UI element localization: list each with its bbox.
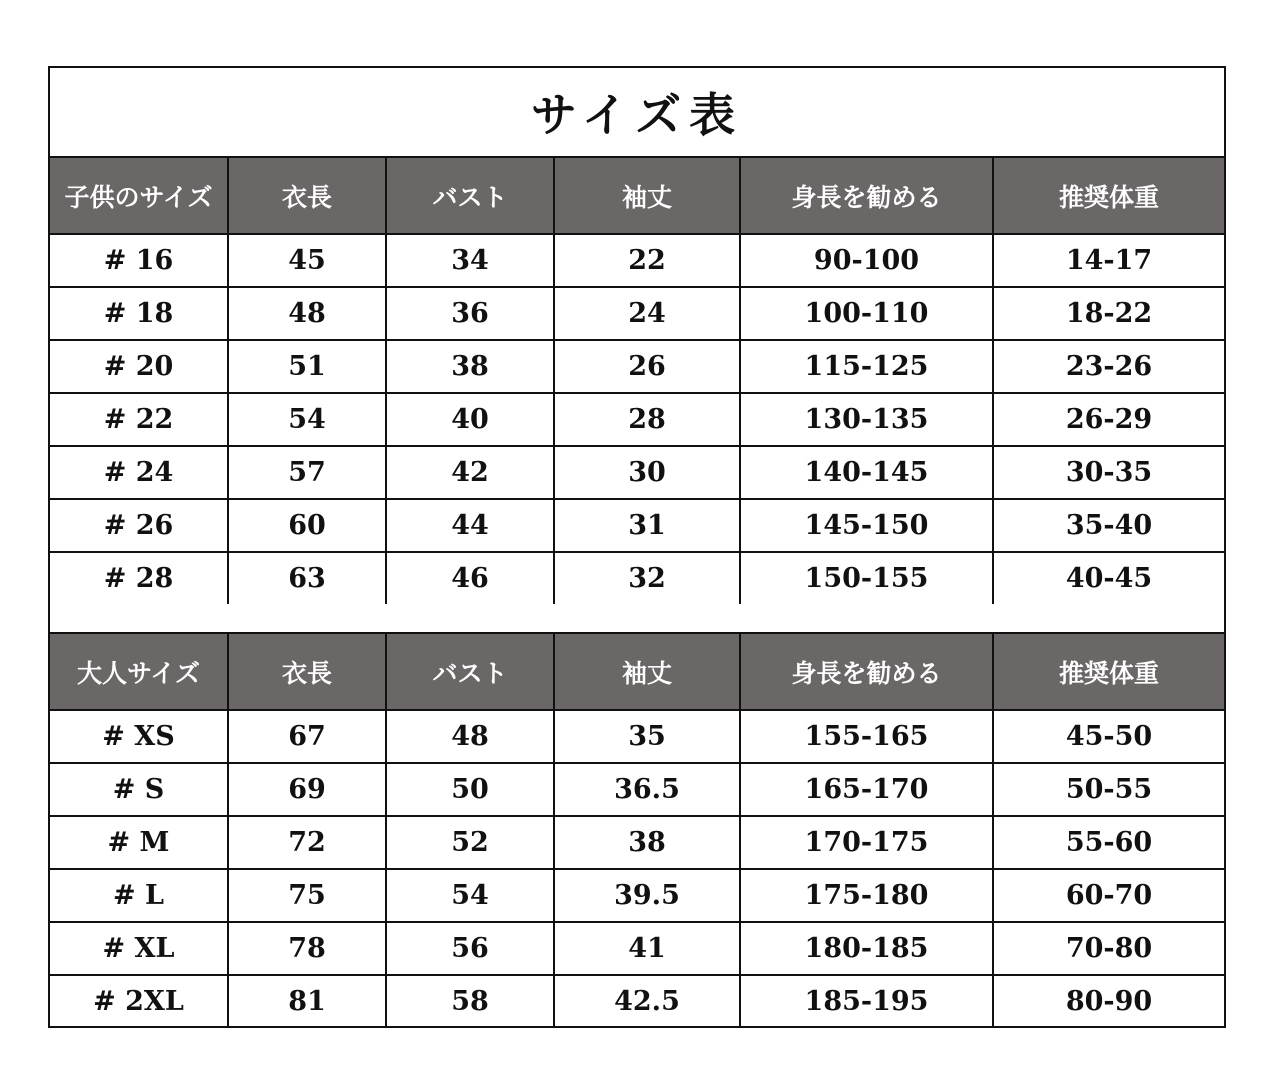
kids-size-header: 子供のサイズ <box>50 158 228 234</box>
bust-cell: 48 <box>386 710 554 763</box>
table-row <box>50 922 1224 975</box>
adults-size-header: 大人サイズ <box>50 634 228 710</box>
table-row <box>50 446 1224 499</box>
table-row <box>50 340 1224 393</box>
bust-cell: 46 <box>386 552 554 604</box>
bust-cell: 56 <box>386 922 554 975</box>
table-row <box>50 499 1224 552</box>
length-cell: 81 <box>228 975 386 1027</box>
sleeve-cell: 42.5 <box>554 975 740 1027</box>
sleeve-cell: 35 <box>554 710 740 763</box>
column-header-length: 衣長 <box>228 158 386 234</box>
bust-cell: 58 <box>386 975 554 1027</box>
sleeve-cell: 28 <box>554 393 740 446</box>
height-cell: 185-195 <box>740 975 993 1027</box>
bust-cell: 38 <box>386 340 554 393</box>
weight-cell: 18-22 <box>993 287 1224 340</box>
table-row <box>50 869 1224 922</box>
bust-cell: 42 <box>386 446 554 499</box>
length-cell: 69 <box>228 763 386 816</box>
length-cell: 78 <box>228 922 386 975</box>
weight-cell: 45-50 <box>993 710 1224 763</box>
size-cell: # 24 <box>50 446 228 499</box>
height-cell: 170-175 <box>740 816 993 869</box>
sleeve-cell: 38 <box>554 816 740 869</box>
table-row <box>50 393 1224 446</box>
table-row <box>50 552 1224 604</box>
height-cell: 115-125 <box>740 340 993 393</box>
bust-cell: 34 <box>386 234 554 287</box>
size-cell: # 28 <box>50 552 228 604</box>
sleeve-cell: 31 <box>554 499 740 552</box>
column-header-height: 身長を勧める <box>740 158 993 234</box>
height-cell: 150-155 <box>740 552 993 604</box>
kids-header-row <box>50 158 1224 234</box>
bust-cell: 54 <box>386 869 554 922</box>
table-row <box>50 710 1224 763</box>
bust-cell: 50 <box>386 763 554 816</box>
sleeve-cell: 41 <box>554 922 740 975</box>
weight-cell: 50-55 <box>993 763 1224 816</box>
height-cell: 90-100 <box>740 234 993 287</box>
size-cell: # XL <box>50 922 228 975</box>
adults-table-body <box>50 710 1224 1027</box>
weight-cell: 70-80 <box>993 922 1224 975</box>
length-cell: 48 <box>228 287 386 340</box>
column-header-length: 衣長 <box>228 634 386 710</box>
sleeve-cell: 26 <box>554 340 740 393</box>
weight-cell: 60-70 <box>993 869 1224 922</box>
bust-cell: 36 <box>386 287 554 340</box>
sleeve-cell: 24 <box>554 287 740 340</box>
height-cell: 130-135 <box>740 393 993 446</box>
column-header-height: 身長を勧める <box>740 634 993 710</box>
length-cell: 72 <box>228 816 386 869</box>
height-cell: 165-170 <box>740 763 993 816</box>
size-cell: # 22 <box>50 393 228 446</box>
sleeve-cell: 36.5 <box>554 763 740 816</box>
table-row <box>50 763 1224 816</box>
table-row <box>50 816 1224 869</box>
column-header-bust: バスト <box>386 158 554 234</box>
height-cell: 140-145 <box>740 446 993 499</box>
table-row <box>50 975 1224 1027</box>
size-cell: # 18 <box>50 287 228 340</box>
column-header-weight: 推奨体重 <box>993 634 1224 710</box>
column-header-sleeve: 袖丈 <box>554 158 740 234</box>
table-separator <box>50 604 1224 634</box>
kids-table-body <box>50 234 1224 604</box>
length-cell: 75 <box>228 869 386 922</box>
size-cell: # 16 <box>50 234 228 287</box>
weight-cell: 80-90 <box>993 975 1224 1027</box>
length-cell: 54 <box>228 393 386 446</box>
height-cell: 180-185 <box>740 922 993 975</box>
table-row <box>50 234 1224 287</box>
length-cell: 60 <box>228 499 386 552</box>
height-cell: 175-180 <box>740 869 993 922</box>
length-cell: 45 <box>228 234 386 287</box>
adults-header-row <box>50 634 1224 710</box>
bust-cell: 40 <box>386 393 554 446</box>
length-cell: 51 <box>228 340 386 393</box>
weight-cell: 55-60 <box>993 816 1224 869</box>
size-cell: # L <box>50 869 228 922</box>
chart-title: サイズ表 <box>530 88 744 142</box>
height-cell: 145-150 <box>740 499 993 552</box>
size-cell: # XS <box>50 710 228 763</box>
title-row <box>50 68 1224 158</box>
weight-cell: 26-29 <box>993 393 1224 446</box>
kids-size-table <box>50 158 1224 604</box>
bust-cell: 44 <box>386 499 554 552</box>
height-cell: 155-165 <box>740 710 993 763</box>
weight-cell: 40-45 <box>993 552 1224 604</box>
bust-cell: 52 <box>386 816 554 869</box>
weight-cell: 23-26 <box>993 340 1224 393</box>
column-header-sleeve: 袖丈 <box>554 634 740 710</box>
height-cell: 100-110 <box>740 287 993 340</box>
size-cell: # 20 <box>50 340 228 393</box>
sleeve-cell: 32 <box>554 552 740 604</box>
weight-cell: 35-40 <box>993 499 1224 552</box>
length-cell: 67 <box>228 710 386 763</box>
table-row <box>50 287 1224 340</box>
length-cell: 57 <box>228 446 386 499</box>
size-cell: # 2XL <box>50 975 228 1027</box>
size-cell: # 26 <box>50 499 228 552</box>
sleeve-cell: 22 <box>554 234 740 287</box>
weight-cell: 30-35 <box>993 446 1224 499</box>
length-cell: 63 <box>228 552 386 604</box>
size-chart <box>48 66 1226 1028</box>
column-header-weight: 推奨体重 <box>993 158 1224 234</box>
weight-cell: 14-17 <box>993 234 1224 287</box>
sleeve-cell: 39.5 <box>554 869 740 922</box>
adults-size-table <box>50 634 1224 1027</box>
column-header-bust: バスト <box>386 634 554 710</box>
sleeve-cell: 30 <box>554 446 740 499</box>
size-cell: # S <box>50 763 228 816</box>
size-cell: # M <box>50 816 228 869</box>
